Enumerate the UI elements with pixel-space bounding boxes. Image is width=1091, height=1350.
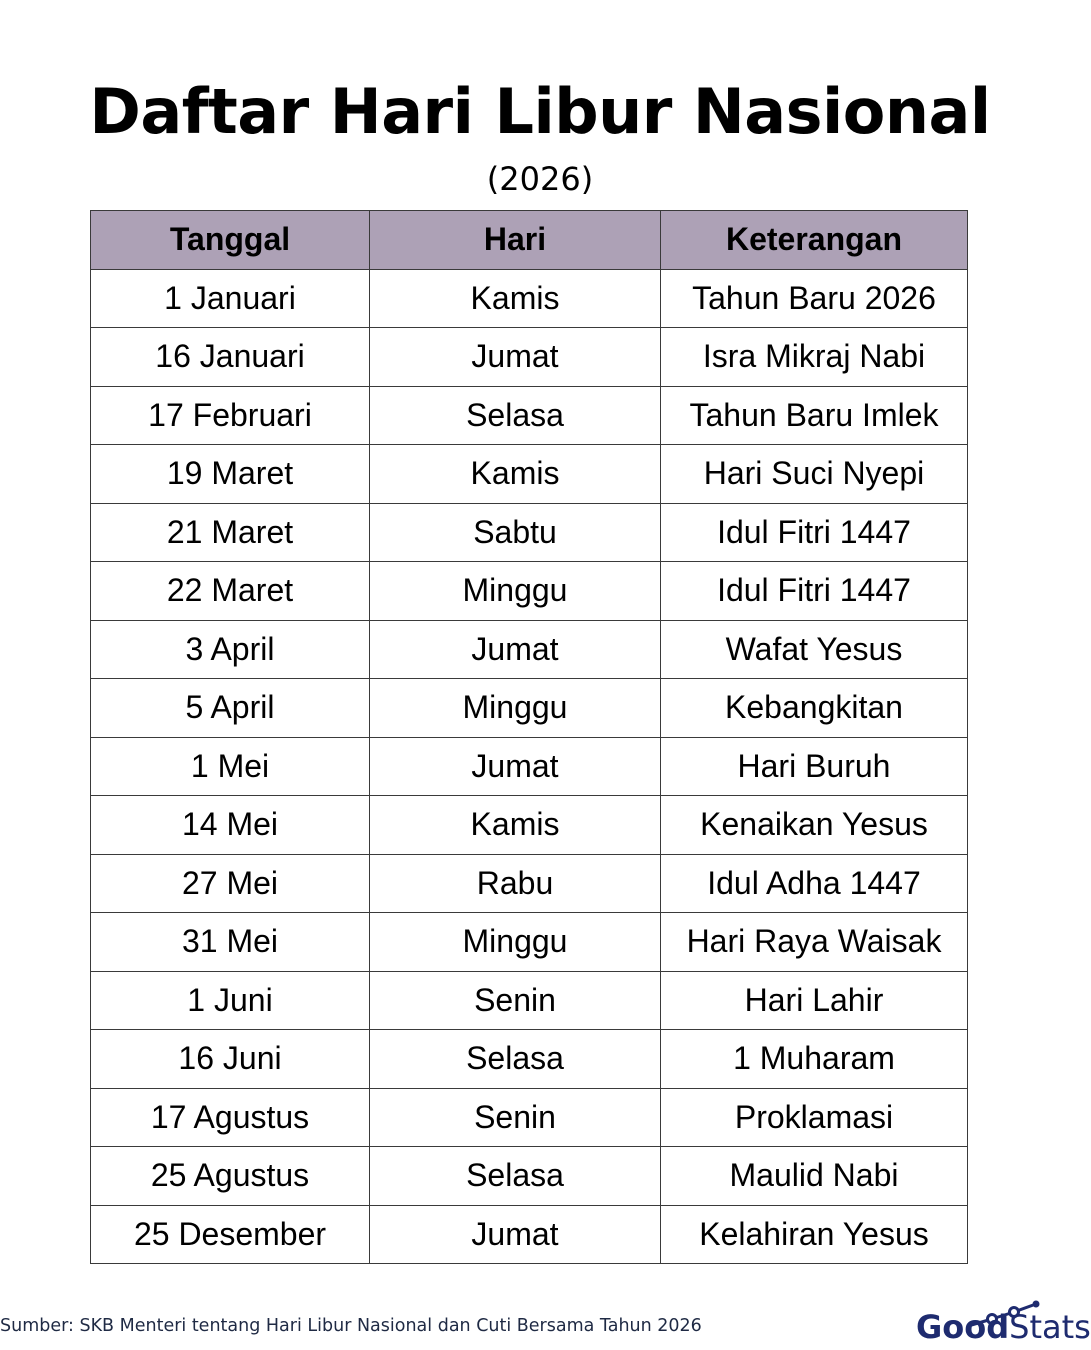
goodstats-logo [916,1300,1091,1350]
cell-keterangan: Isra Mikraj Nabi [661,328,968,387]
cell-hari: Jumat [370,737,661,796]
table-row [91,971,968,1030]
column-header-keterangan: Keterangan [661,211,968,270]
table-row [91,386,968,445]
table-row [91,854,968,913]
table-row [91,328,968,387]
cell-hari: Jumat [370,328,661,387]
cell-hari: Kamis [370,796,661,855]
cell-tanggal: 17 Februari [91,386,370,445]
table-row [91,1030,968,1089]
table-row [91,679,968,738]
table-row [91,620,968,679]
cell-hari: Jumat [370,620,661,679]
table-row [91,562,968,621]
cell-keterangan: Proklamasi [661,1088,968,1147]
table-row [91,1088,968,1147]
table-row [91,737,968,796]
cell-tanggal: 31 Mei [91,913,370,972]
cell-tanggal: 21 Maret [91,503,370,562]
cell-hari: Senin [370,971,661,1030]
table-row [91,445,968,504]
holiday-table-head [91,211,968,270]
cell-tanggal: 16 Januari [91,328,370,387]
cell-tanggal: 1 Mei [91,737,370,796]
cell-hari: Rabu [370,854,661,913]
cell-tanggal: 17 Agustus [91,1088,370,1147]
cell-hari: Selasa [370,1147,661,1206]
cell-keterangan: Hari Lahir [661,971,968,1030]
cell-keterangan: Idul Fitri 1447 [661,503,968,562]
page-subtitle: (2026) [486,160,594,198]
cell-tanggal: 27 Mei [91,854,370,913]
cell-tanggal: 25 Desember [91,1205,370,1264]
holiday-table-body [91,269,968,1264]
cell-tanggal: 5 April [91,679,370,738]
table-row [91,1147,968,1206]
source-note: Sumber: SKB Menteri tentang Hari Libur Nasional dan Cuti Bersama Tahun 2026 [0,1316,702,1336]
cell-tanggal: 14 Mei [91,796,370,855]
cell-keterangan: Tahun Baru 2026 [661,269,968,328]
cell-hari: Jumat [370,1205,661,1264]
table-row [91,1205,968,1264]
cell-hari: Kamis [370,445,661,504]
page-title: Daftar Hari Libur Nasional [89,75,991,148]
cell-tanggal: 22 Maret [91,562,370,621]
cell-tanggal: 25 Agustus [91,1147,370,1206]
column-header-hari: Hari [370,211,661,270]
cell-keterangan: 1 Muharam [661,1030,968,1089]
cell-keterangan: Hari Buruh [661,737,968,796]
cell-hari: Minggu [370,679,661,738]
cell-keterangan: Maulid Nabi [661,1147,968,1206]
cell-tanggal: 19 Maret [91,445,370,504]
cell-keterangan: Kenaikan Yesus [661,796,968,855]
cell-hari: Minggu [370,562,661,621]
logo-wordmark [916,1304,1091,1350]
table-row [91,503,968,562]
logo-stats-text: Stats [1009,1308,1091,1346]
cell-keterangan: Idul Fitri 1447 [661,562,968,621]
cell-hari: Kamis [370,269,661,328]
cell-keterangan: Hari Suci Nyepi [661,445,968,504]
table-row [91,269,968,328]
header-row [91,211,968,270]
logo-good-text: Good [916,1308,1010,1346]
cell-hari: Minggu [370,913,661,972]
cell-keterangan: Idul Adha 1447 [661,854,968,913]
table-row [91,913,968,972]
table-row [91,796,968,855]
cell-keterangan: Hari Raya Waisak [661,913,968,972]
cell-tanggal: 1 Januari [91,269,370,328]
cell-hari: Sabtu [370,503,661,562]
cell-hari: Selasa [370,386,661,445]
cell-tanggal: 3 April [91,620,370,679]
cell-keterangan: Kelahiran Yesus [661,1205,968,1264]
cell-hari: Selasa [370,1030,661,1089]
column-header-tanggal: Tanggal [91,211,370,270]
holiday-table [90,210,968,1264]
cell-tanggal: 1 Juni [91,971,370,1030]
cell-hari: Senin [370,1088,661,1147]
cell-keterangan: Tahun Baru Imlek [661,386,968,445]
cell-keterangan: Wafat Yesus [661,620,968,679]
cell-keterangan: Kebangkitan [661,679,968,738]
cell-tanggal: 16 Juni [91,1030,370,1089]
